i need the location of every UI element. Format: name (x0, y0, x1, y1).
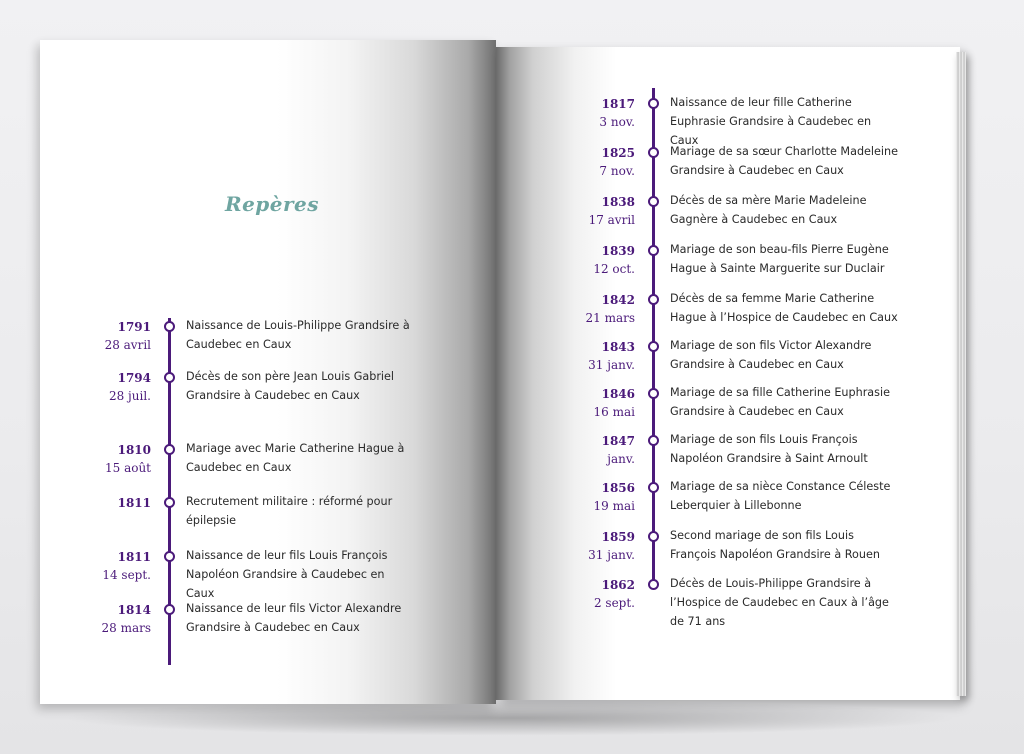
event-year: 1856 (601, 481, 635, 495)
event-year: 1838 (601, 195, 635, 209)
event-date (81, 441, 151, 477)
event-year: 1811 (117, 550, 151, 564)
event-description: Recrutement militaire : réformé pour épilepsie (186, 495, 393, 527)
event-year: 1842 (601, 293, 635, 307)
timeline-dot-icon (164, 444, 175, 455)
event-year: 1791 (117, 320, 151, 334)
event-year: 1810 (117, 443, 151, 457)
event-date (565, 385, 635, 421)
event-day: 21 mars (585, 311, 635, 325)
event-date (81, 548, 151, 584)
timeline-dot-icon (648, 531, 659, 542)
event-year: 1846 (601, 387, 635, 401)
event-date (81, 494, 151, 512)
event-year: 1843 (601, 340, 635, 354)
timeline-dot-icon (164, 497, 175, 508)
page-stack-edge (956, 52, 966, 696)
event-date (565, 432, 635, 468)
event-day: 19 mai (593, 499, 635, 513)
event-day: janv. (607, 452, 635, 466)
event-description: Décès de sa femme Marie Catherine Hague à l’Hospice de Caudebec en Caux (670, 292, 898, 324)
event-description: Mariage de sa sœur Charlotte Madeleine Grandsire à Caudebec en Caux (670, 145, 898, 177)
event-description: Naissance de leur fils Victor Alexandre Grandsire à Caudebec en Caux (186, 602, 402, 634)
event-day: 2 sept. (593, 596, 635, 610)
event-day: 16 mai (593, 405, 635, 419)
event-year: 1847 (601, 434, 635, 448)
event-date (565, 576, 635, 612)
event-description: Mariage de sa nièce Constance Céleste Leberquier à Lillebonne (670, 480, 891, 512)
event-description: Naissance de Louis-Philippe Grandsire à Caudebec en Caux (186, 319, 410, 351)
event-year: 1839 (601, 244, 635, 258)
event-year: 1794 (117, 371, 151, 385)
event-day: 28 avril (104, 338, 151, 352)
event-year: 1859 (601, 530, 635, 544)
event-date (565, 528, 635, 564)
event-date (565, 291, 635, 327)
event-day: 28 juil. (108, 389, 151, 403)
event-year: 1817 (601, 97, 635, 111)
event-date (565, 479, 635, 515)
event-day: 31 janv. (588, 548, 635, 562)
event-day: 17 avril (588, 213, 635, 227)
event-date (81, 601, 151, 637)
timeline-dot-icon (648, 147, 659, 158)
event-date (81, 318, 151, 354)
timeline-dot-icon (164, 551, 175, 562)
timeline-dot-icon (164, 372, 175, 383)
timeline-dot-icon (164, 321, 175, 332)
event-description: Mariage de sa fille Catherine Euphrasie Grandsire à Caudebec en Caux (670, 386, 890, 418)
event-year: 1825 (601, 146, 635, 160)
timeline-dot-icon (648, 435, 659, 446)
timeline-dot-icon (648, 388, 659, 399)
event-description: Mariage de son beau-fils Pierre Eugène Hague à Sainte Marguerite sur Duclair (670, 243, 889, 275)
event-description: Mariage de son fils Victor Alexandre Grandsire à Caudebec en Caux (670, 339, 872, 371)
event-description: Mariage avec Marie Catherine Hague à Caudebec en Caux (186, 442, 405, 474)
book-shadow (60, 700, 960, 736)
event-date (565, 338, 635, 374)
event-year: 1811 (117, 496, 151, 510)
event-day: 12 oct. (593, 262, 635, 276)
event-description: Décès de son père Jean Louis Gabriel Grandsire à Caudebec en Caux (186, 370, 395, 402)
event-date (565, 95, 635, 131)
event-year: 1814 (117, 603, 151, 617)
event-description: Décès de Louis-Philippe Grandsire à l’Hospice de Caudebec en Caux à l’âge de 71 ans (670, 577, 889, 628)
event-description: Naissance de leur fille Catherine Euphrasie Grandsire à Caudebec en Caux (670, 96, 872, 147)
timeline-dot-icon (648, 579, 659, 590)
timeline-axis-right (652, 88, 655, 586)
timeline-dot-icon (648, 98, 659, 109)
event-day: 7 nov. (599, 164, 635, 178)
event-day: 14 sept. (102, 568, 151, 582)
event-description: Naissance de leur fils Louis François Napoléon Grandsire à Caudebec en Caux (186, 549, 388, 600)
event-description: Décès de sa mère Marie Madeleine Gagnère à Caudebec en Caux (670, 194, 867, 226)
event-day: 3 nov. (599, 115, 635, 129)
event-description: Mariage de son fils Louis François Napoléon Grandsire à Saint Arnoult (670, 433, 868, 465)
page-title: Repères (224, 192, 320, 216)
event-day: 31 janv. (588, 358, 635, 372)
event-day: 28 mars (101, 621, 151, 635)
event-date (565, 242, 635, 278)
event-date (565, 144, 635, 180)
event-date (565, 193, 635, 229)
event-date (81, 369, 151, 405)
timeline-dot-icon (648, 196, 659, 207)
timeline-dot-icon (164, 604, 175, 615)
event-year: 1862 (601, 578, 635, 592)
timeline-dot-icon (648, 245, 659, 256)
timeline-dot-icon (648, 341, 659, 352)
event-description: Second mariage de son fils Louis François Napoléon Grandsire à Rouen (670, 529, 880, 561)
event-day: 15 août (104, 461, 151, 475)
timeline-dot-icon (648, 294, 659, 305)
timeline-dot-icon (648, 482, 659, 493)
